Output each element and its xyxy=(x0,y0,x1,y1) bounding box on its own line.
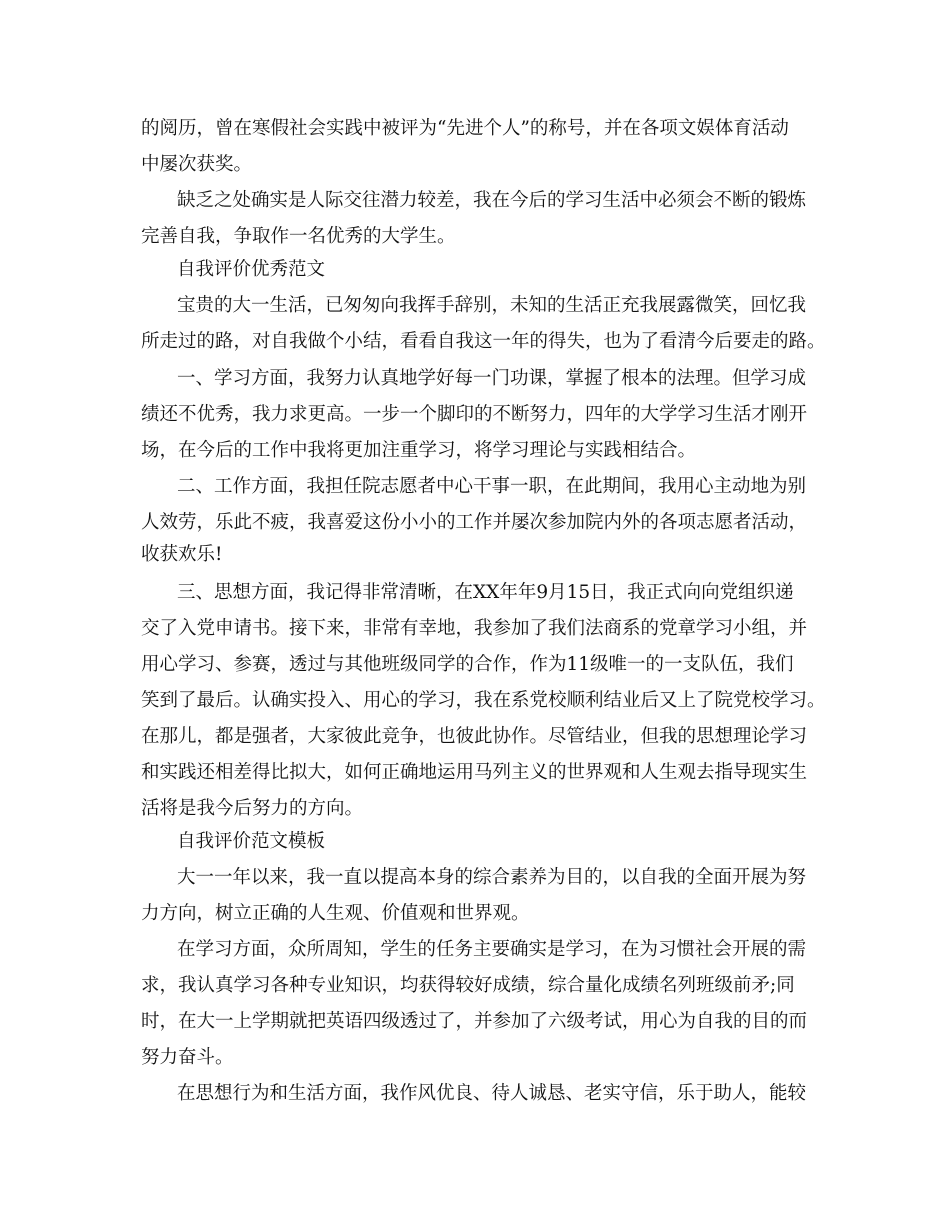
text-line: 努力奋斗。 xyxy=(141,1047,234,1068)
text-line: 一、学习方面，我努力认真地学好每一门功课，掌握了根本的法理。但学习成 xyxy=(177,368,807,389)
text-line: 交了入党申请书。接下来，非常有幸地，我参加了我们法商系的党章学习小组，并 xyxy=(141,618,808,639)
text-line: 二、工作方面，我担任院志愿者中心干事一职，在此期间，我用心主动地为别 xyxy=(177,476,807,497)
text-line: 场，在今后的工作中我将更加注重学习，将学习理论与实践相结合。 xyxy=(141,440,697,461)
text-line: 缺乏之处确实是人际交往潜力较差，我在今后的学习生活中必须会不断的锻炼 xyxy=(177,190,807,211)
text-line: 完善自我，争取作一名优秀的大学生。 xyxy=(141,226,456,247)
text-line: 用心学习、参赛，透过与其他班级同学的合作，作为11级唯一的一支队伍，我们 xyxy=(141,654,794,675)
section-heading: 自我评价范文模板 xyxy=(177,831,326,852)
text-line: 求，我认真学习各种专业知识，均获得较好成绩，综合量化成绩名列班级前矛;同 xyxy=(141,975,795,996)
section-heading: 自我评价优秀范文 xyxy=(177,259,326,280)
text-line: 的阅历，曾在寒假社会实践中被评为“先进个人”的称号，并在各项文娱体育活动 xyxy=(141,118,789,139)
text-line: 宝贵的大一生活，已匆匆向我挥手辞别，未知的生活正充我展露微笑，回忆我 xyxy=(177,295,807,316)
text-line: 所走过的路，对自我做个小结，看看自我这一年的得失，也为了看清今后要走的路。 xyxy=(141,331,826,352)
text-line: 绩还不优秀，我力求更高。一步一个脚印的不断努力，四年的大学学习生活才刚开 xyxy=(141,404,808,425)
text-line: 三、思想方面，我记得非常清晰，在XX年年9月15日，我正式向向党组织递 xyxy=(177,582,794,603)
text-line: 在思想行为和生活方面，我作风优良、待人诚恳、老实守信，乐于助人，能较 xyxy=(177,1083,807,1104)
text-line: 力方向，树立正确的人生观、价值观和世界观。 xyxy=(141,903,530,924)
text-line: 在那儿，都是强者，大家彼此竞争，也彼此协作。尽管结业，但我的思想理论学习 xyxy=(141,726,808,747)
text-line: 时，在大一上学期就把英语四级透过了，并参加了六级考试，用心为自我的目的而 xyxy=(141,1011,808,1032)
text-line: 大一一年以来，我一直以提高本身的综合素养为目的，以自我的全面开展为努 xyxy=(177,867,807,888)
text-line: 笑到了最后。认确实投入、用心的学习，我在系党校顺利结业后又上了院党校学习。 xyxy=(141,690,826,711)
text-line: 收获欢乐! xyxy=(141,544,223,565)
text-line: 人效劳，乐此不疲，我喜爱这份小小的工作并屡次参加院内外的各项志愿者活动， xyxy=(141,512,808,533)
text-line: 在学习方面，众所周知，学生的任务主要确实是学习，在为习惯社会开展的需 xyxy=(177,939,807,960)
text-line: 活将是我今后努力的方向。 xyxy=(141,798,364,819)
text-line: 和实践还相差得比拟大，如何正确地运用马列主义的世界观和人生观去指导现实生 xyxy=(141,762,808,783)
text-line: 中屡次获奖。 xyxy=(141,154,253,175)
